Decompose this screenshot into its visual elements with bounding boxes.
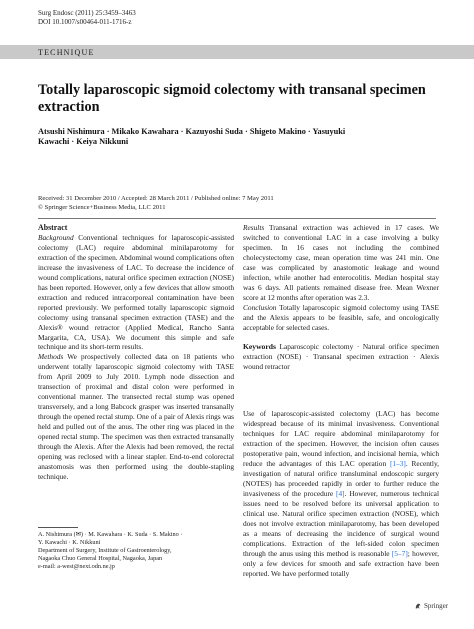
copyright-line: © Springer Science+Business Media, LLC 2011	[38, 203, 166, 211]
results-text: Transanal extraction was achieved in 17 cases. We switched to conventional LAC in a case involving a bulky specimen. In 16 cases not including the combined cholecystectomy case, mean operation time was 241 min. One case was complicated by anastomotic leakage and wound infection, while another had enterocolitis. Median hospital stay was 6 days. All patients remained disease free. Mean Wexner score at 12 months after operation was 2.3.	[243, 223, 439, 302]
journal-doi: DOI 10.1007/s00464-011-1716-z	[38, 17, 132, 26]
background-text: Conventional techniques for laparoscopic-assisted colectomy (LAC) require abdominal minilaparotomy for extraction of the specimen. Abdominal wound complications often increase the invasiveness of LAC. To decrease the incidence of wound complications, natural orifice specimen extraction (NOSE) has been reported. However, only a few devices that allow smooth extraction and reduced intracorporeal contamination have been reported previously. We performed totally laparoscopic sigmoid colectomy using transanal specimen extraction (TASE) and the Alexis® wound retractor (Applied Medical, Rancho Santa Margarita, CA, USA). We document this simple and safe technique and its short-term results.	[38, 233, 234, 352]
footnote-line: A. Nishimura (✉) · M. Kawahara · K. Suda · S. Makino ·	[38, 531, 183, 538]
intro-text-1: Use of laparoscopic-assisted colectomy (LAC) has become widespread because of its minimal invasiveness. Conventional techniques for LAC require abdominal minilaparotomy for extraction of the specimen. However, the incision often causes postoperative pain, wound infection, and incisional hernia, which reduce the advantages of this LAC operation	[243, 409, 439, 469]
dates-line: Received: 31 December 2010 / Accepted: 28 March 2011 / Published online: 7 May 2011	[38, 195, 274, 202]
introduction-paragraph	[243, 409, 439, 578]
keywords-label: Keywords	[243, 342, 276, 352]
methods-label: Methods	[38, 352, 64, 362]
article-title: Totally laparoscopic sigmoid colectomy with transanal specimen extraction	[38, 82, 426, 115]
conclusion-label: Conclusion	[243, 302, 277, 312]
background-label: Background	[38, 233, 74, 242]
author-list: Atsushi Nishimura · Mikako Kawahara · Kazuyoshi Suda · Shigeto Makino · Yasuyuki Kawachi · Keiya Nikkuni	[38, 127, 346, 147]
header-divider	[38, 218, 436, 219]
footnote-email: e-mail: a-west@next.odn.ne.jp	[38, 562, 115, 570]
citation-link[interactable]: [4]	[336, 488, 345, 498]
section-label: TECHNIQUE	[38, 47, 95, 57]
keywords	[243, 342, 439, 372]
footnote-line: Y. Kawachi · K. Nikkuni	[38, 538, 101, 546]
abstract-conclusion	[243, 303, 439, 333]
conclusion-text: Totally laparoscopic sigmoid colectomy using TASE and the Alexis appears to be feasible, safe, and oncologically acceptable for selected cases.	[243, 302, 439, 332]
journal-citation: Surg Endosc (2011) 25:3459–3463	[38, 9, 136, 17]
abstract-background	[38, 233, 234, 352]
abstract-heading: Abstract	[38, 223, 68, 232]
results-label: Results	[243, 223, 265, 232]
journal-reference	[38, 9, 136, 26]
author-affiliation-footnote	[38, 531, 238, 571]
left-column	[38, 223, 234, 482]
publisher-name: Springer	[424, 602, 449, 610]
publication-dates	[38, 195, 438, 213]
right-column	[243, 223, 439, 579]
footnote-line: Department of Surgery, Institute of Gastroenterology,	[38, 546, 172, 554]
footnote-line: Nagaoka Chuo General Hospital, Nagaoka, Japan	[38, 554, 163, 562]
citation-link[interactable]: [5–7]	[391, 548, 408, 558]
publisher-logo	[414, 602, 448, 610]
section-banner	[0, 45, 474, 59]
citation-link[interactable]: [1–3]	[389, 459, 406, 469]
intro-text-4: ; however, only a few devices for smooth and safe extraction have been reported. We have performed totally	[243, 548, 439, 578]
intro-text-2: . Recently, investigation of natural orifice transluminal endoscopic surgery (NOTES) has proceeded rapidly in order to further reduce the invasiveness of the procedure	[243, 459, 439, 498]
intro-text-3: . However, numerous technical issues need to be resolved before its universal application to clinical use. Natural orifice specimen extraction (NOSE), which does not involve extraction minilaparotomy, has been developed as a means of decreasing the incidence of surgical wound complications. Extraction of the left-sided colon specimen through the anus using this method is reasonable	[243, 488, 439, 558]
springer-horse-icon	[414, 602, 422, 610]
abstract-results	[243, 223, 439, 303]
footnote-divider	[38, 527, 78, 528]
keywords-text: Laparoscopic colectomy · Natural orifice specimen extraction (NOSE) · Transanal specimen extraction · Alexis wound retractor	[243, 342, 439, 372]
abstract-methods	[38, 352, 234, 481]
methods-text: We prospectively collected data on 18 patients who underwent totally laparoscopic sigmoid colectomy with TASE from April 2009 to July 2010. Lymph node dissection and transection of proximal and distal colon were performed in conventional manner. The transected rectal stump was opened transversely, and a long Babcock grasper was inserted transanally through the opened rectal stump. One of a pair of Alexis rings was held and pulled out of the anus. The other ring was placed in the opened rectal stump. The specimen was then extracted transanally through the Alexis. After the Alexis had been removed, the rectal opening was reclosed with a linear stapler. End-to-end colorectal anastomosis was then performed using the double-stapling technique.	[38, 352, 234, 481]
